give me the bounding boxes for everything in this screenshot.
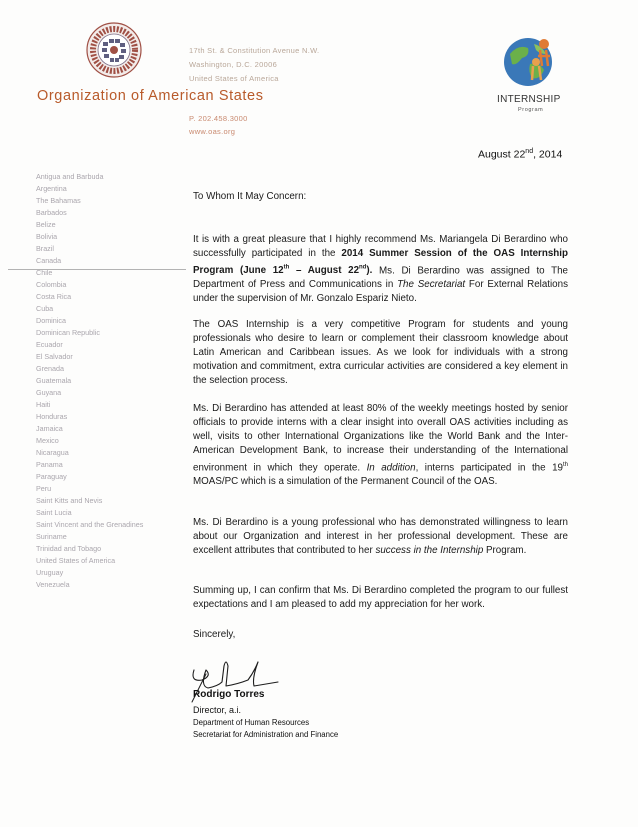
member-state-item: The Bahamas <box>36 196 81 205</box>
member-state-item: Peru <box>36 484 52 493</box>
paragraph-recommendation: It is with a great pleasure that I highly recommend Ms. Mariangela Di Berardino who successfully participated in the 2014 Summer Session of the OAS Internship Program (June 12th – August 22nd). Ms. Di Berardino was assigned to The Department of Press and Communications in The Secretariat For External Relations under the supervision of Mr. Gonzalo Espariz Nieto. <box>193 234 568 305</box>
signatory-department: Department of Human Resources <box>193 718 310 727</box>
member-state-item: Saint Vincent and the Grenadines <box>36 520 144 529</box>
signatory-name: Rodrigo Torres <box>193 689 265 700</box>
member-state-item: Bolivia <box>36 232 58 241</box>
internship-subtitle: Program <box>518 107 544 113</box>
member-state-item: Grenada <box>36 364 64 373</box>
member-state-item: Jamaica <box>36 424 63 433</box>
letter-date: August 22nd, 2014 <box>478 148 563 161</box>
member-state-item: Uruguay <box>36 568 64 577</box>
member-state-item: Nicaragua <box>36 448 69 457</box>
member-state-item: Dominican Republic <box>36 328 100 337</box>
oas-seal-logo <box>86 22 142 78</box>
member-state-item: Haiti <box>36 400 51 409</box>
member-state-item: Saint Lucia <box>36 508 72 517</box>
member-state-item: Cuba <box>36 304 54 313</box>
internship-title: INTERNSHIP <box>497 94 561 105</box>
closing: Sincerely, <box>193 629 236 640</box>
paragraph-summary: Summing up, I can confirm that Ms. Di Berardino completed the program to our fullest expectations and I am pleased to add my appreciation for her work. <box>193 585 568 610</box>
member-state-item: United States of America <box>36 556 116 565</box>
member-state-item: El Salvador <box>36 352 73 361</box>
margin-divider <box>8 269 186 270</box>
address-line-city: Washington, D.C. 20006 <box>189 60 278 69</box>
address-line-street: 17th St. & Constitution Avenue N.W. <box>189 46 320 55</box>
member-state-item: Mexico <box>36 436 59 445</box>
organization-name: Organization of American States <box>37 88 264 104</box>
website-link: www.oas.org <box>189 127 236 136</box>
member-state-item: Trinidad and Tobago <box>36 544 102 553</box>
date-ordinal: nd <box>525 148 534 155</box>
address-line-country: United States of America <box>189 74 279 83</box>
phone-number: P. 202.458.3000 <box>189 114 248 123</box>
paragraph-attributes: Ms. Di Berardino is a young professional who has demonstrated willingness to learn about our Organization and interest in her professional development. These are excellent attributes that contributed to her success in the Internship Program. <box>193 517 568 556</box>
member-state-item: Costa Rica <box>36 292 72 301</box>
member-state-item: Ecuador <box>36 340 63 349</box>
member-state-item: Antigua and Barbuda <box>36 172 104 181</box>
member-state-item: Venezuela <box>36 580 70 589</box>
member-state-item: Barbados <box>36 208 67 217</box>
member-state-item: Honduras <box>36 412 68 421</box>
member-state-item: Chile <box>36 268 53 277</box>
member-state-item: Dominica <box>36 316 66 325</box>
paragraph-program-description: The OAS Internship is a very competitive Program for students and young professionals who desire to learn or complement their classroom knowledge about Latin American and Caribbean issues. As we look for individuals with a strong motivation and commitment, extra curricular activities are considered a key element in the selection process. <box>193 319 568 386</box>
member-state-item: Guatemala <box>36 376 72 385</box>
member-state-item: Suriname <box>36 532 67 541</box>
member-state-item: Canada <box>36 256 62 265</box>
paragraph-activities: Ms. Di Berardino has attended at least 80% of the weekly meetings hosted by senior officials to provide interns with a clear insight into overall OAS activities including as well, visits to other International Organizations like the World Bank and the Inter-American Development Bank, to increase their understanding of the International environment in which they operate. In addition, interns participated in the 19th MOAS/PC which is a simulation of the Permanent Council of the OAS. <box>193 403 568 488</box>
member-state-item: Belize <box>36 220 56 229</box>
signatory-secretariat: Secretariat for Administration and Finance <box>193 730 339 739</box>
member-state-item: Panama <box>36 460 63 469</box>
member-state-item: Guyana <box>36 388 62 397</box>
member-states-list <box>36 171 143 591</box>
member-state-item: Argentina <box>36 184 67 193</box>
signatory-title: Director, a.i. <box>193 705 242 715</box>
member-state-item: Colombia <box>36 280 67 289</box>
internship-globe-logo <box>500 32 556 88</box>
salutation: To Whom It May Concern: <box>193 191 307 202</box>
member-state-item: Paraguay <box>36 472 67 481</box>
member-state-item: Brazil <box>36 244 54 253</box>
member-state-item: Saint Kitts and Nevis <box>36 496 103 505</box>
